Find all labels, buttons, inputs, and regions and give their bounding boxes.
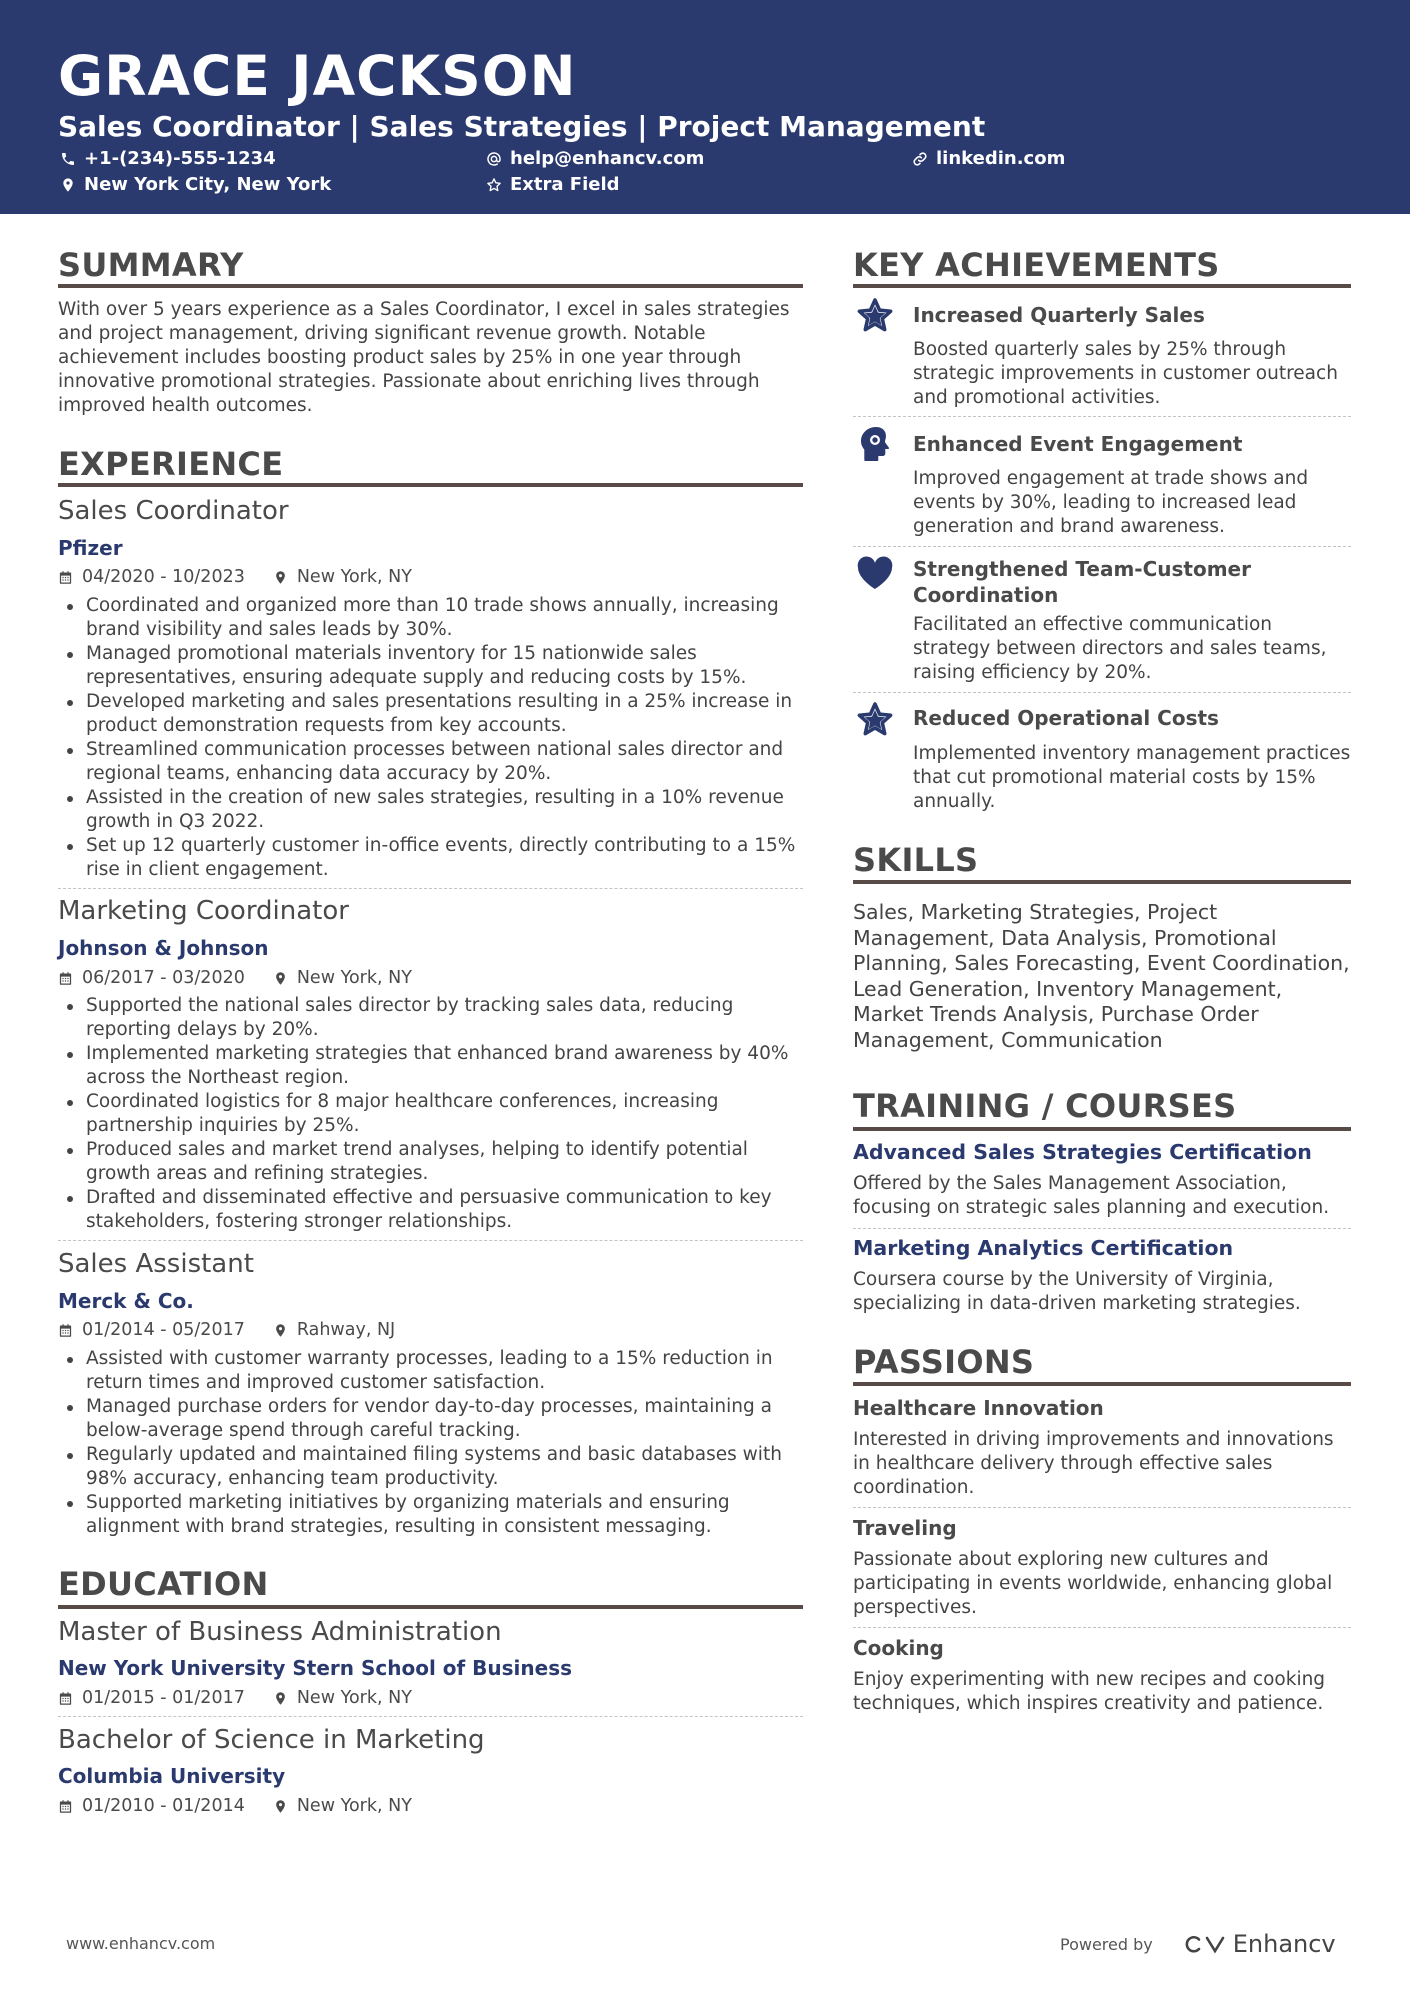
divider (853, 692, 1351, 693)
education-meta (58, 1688, 412, 1708)
location-pin-icon (273, 1799, 288, 1814)
job-meta (58, 567, 412, 587)
bullet-item: Managed purchase orders for vendor day-to-day processes, maintaining a below-average spend through careful tracking. (58, 1395, 803, 1443)
bullet-item: Implemented marketing strategies that enhanced brand awareness by 40% across the Northeast region. (58, 1042, 803, 1090)
passion-title: Healthcare Innovation (853, 1396, 1104, 1420)
calendar-icon (58, 570, 73, 585)
star-icon (855, 700, 895, 740)
contact-phone[interactable] (60, 148, 276, 169)
job-dates: 06/2017 - 03/2020 (82, 968, 245, 988)
bullet-item: Developed marketing and sales presentations resulting in a 25% increase in product demonstration requests from key accounts. (58, 690, 803, 738)
resume-header (0, 0, 1410, 214)
achievements-rule (853, 284, 1351, 288)
contact-extra (486, 174, 620, 195)
job-bullets (58, 994, 803, 1234)
heart-icon (855, 554, 895, 594)
job-role: Sales Assistant (58, 1249, 254, 1279)
job-bullets (58, 594, 803, 882)
star-outline-icon (486, 177, 502, 193)
divider (58, 1240, 803, 1241)
school-name: Columbia University (58, 1764, 286, 1788)
education-location: New York, NY (296, 1688, 412, 1708)
job-role: Sales Coordinator (58, 496, 289, 526)
bullet-item: Coordinated logistics for 8 major healthcare conferences, increasing partnership inquiries by 25%. (58, 1090, 803, 1138)
job-location: New York, NY (296, 968, 412, 988)
star-icon (855, 296, 895, 336)
summary-heading: SUMMARY (58, 246, 244, 284)
contact-location (60, 174, 331, 195)
divider (58, 1716, 803, 1717)
passion-text: Enjoy experimenting with new recipes and cooking techniques, which inspires creativity and patience. (853, 1669, 1326, 1714)
job-meta (58, 1320, 395, 1340)
bullet-item: Assisted in the creation of new sales strategies, resulting in a 10% revenue growth in Q3 2022. (58, 786, 803, 834)
passion-text: Passionate about exploring new cultures and participating in events worldwide, enhancing global perspectives. (853, 1549, 1333, 1618)
achievement-title: Strengthened Team-Customer Coordination (913, 557, 1251, 607)
experience-heading: EXPERIENCE (58, 445, 284, 483)
divider (853, 1228, 1351, 1229)
contact-website[interactable] (912, 148, 1065, 169)
achievements-heading: KEY ACHIEVEMENTS (853, 246, 1220, 284)
location-pin-icon (60, 177, 76, 193)
job-bullets (58, 1347, 803, 1539)
skills-heading: SKILLS (853, 841, 979, 879)
education-meta (58, 1796, 412, 1816)
job-role: Marketing Coordinator (58, 896, 349, 926)
email-text: help@enhancv.com (510, 148, 705, 169)
achievement-text: Implemented inventory management practices that cut promotional material costs by 15% annually. (913, 743, 1351, 812)
bullet-item: Supported marketing initiatives by organizing materials and ensuring alignment with brand strategies, resulting in consistent messaging. (58, 1491, 803, 1539)
divider (853, 1627, 1351, 1628)
footer-website[interactable]: www.enhancv.com (66, 1934, 216, 1953)
degree-title: Bachelor of Science in Marketing (58, 1725, 485, 1755)
phone-icon (60, 151, 76, 167)
job-location: Rahway, NJ (296, 1320, 396, 1340)
location-text: New York City, New York (84, 174, 332, 195)
skills-list: Sales, Marketing Strategies, Project Management, Data Analysis, Promotional Planning, Sales Forecasting, Event Coordination, Lead Generation, Inventory Management, Market Trends Analysis, Purchase Order Management, Communication (853, 900, 1350, 1052)
passions-heading: PASSIONS (853, 1343, 1035, 1381)
location-pin-icon (273, 570, 288, 585)
education-dates: 01/2010 - 01/2014 (82, 1796, 245, 1816)
education-rule (58, 1605, 803, 1609)
job-company: Johnson & Johnson (58, 936, 269, 960)
bullet-item: Streamlined communication processes between national sales director and regional teams, enhancing data accuracy by 20%. (58, 738, 803, 786)
divider (58, 888, 803, 889)
experience-rule (58, 483, 803, 487)
bullet-item: Regularly updated and maintained filing systems and basic databases with 98% accuracy, enhancing team productivity. (58, 1443, 803, 1491)
job-meta (58, 968, 412, 988)
location-pin-icon (273, 1691, 288, 1706)
passion-text: Interested in driving improvements and innovations in healthcare delivery through effective sales coordination. (853, 1429, 1334, 1498)
education-location: New York, NY (296, 1796, 412, 1816)
location-pin-icon (273, 1323, 288, 1338)
bullet-item: Supported the national sales director by tracking sales data, reducing reporting delays by 20%. (58, 994, 803, 1042)
phone-text: +1-(234)-555-1234 (84, 148, 276, 169)
bullet-item: Drafted and disseminated effective and persuasive communication to key stakeholders, fostering stronger relationships. (58, 1186, 803, 1234)
passion-title: Traveling (853, 1516, 957, 1540)
calendar-icon (58, 971, 73, 986)
extra-text: Extra Field (510, 174, 620, 195)
course-title: Advanced Sales Strategies Certification (853, 1140, 1312, 1164)
bullet-item: Produced sales and market trend analyses, helping to identify potential growth areas and refining strategies. (58, 1138, 803, 1186)
achievement-text: Boosted quarterly sales by 25% through strategic improvements in customer outreach and promotional activities. (913, 339, 1338, 408)
training-rule (853, 1127, 1351, 1131)
achievement-title: Increased Quarterly Sales (913, 303, 1205, 327)
at-icon (486, 151, 502, 167)
course-text: Offered by the Sales Management Association, focusing on strategic sales planning and execution. (853, 1173, 1330, 1218)
divider (853, 416, 1351, 417)
location-pin-icon (273, 971, 288, 986)
skills-rule (853, 880, 1351, 884)
job-company: Pfizer (58, 536, 123, 560)
summary-rule (58, 284, 803, 288)
bullet-item: Managed promotional materials inventory for 15 nationwide sales representatives, ensuring adequate supply and reducing costs by 15%. (58, 642, 803, 690)
link-icon (912, 151, 928, 167)
course-text: Coursera course by the University of Virginia, specializing in data-driven marketing strategies. (853, 1269, 1301, 1314)
calendar-icon (58, 1691, 73, 1706)
bullet-item: Set up 12 quarterly customer in-office events, directly contributing to a 15% rise in client engagement. (58, 834, 803, 882)
divider (853, 546, 1351, 547)
brand-name: Enhancv (1232, 1930, 1336, 1958)
brand-logo[interactable] (1179, 1930, 1336, 1958)
achievement-title: Reduced Operational Costs (913, 706, 1219, 730)
degree-title: Master of Business Administration (58, 1617, 502, 1647)
contact-email[interactable] (486, 148, 704, 169)
school-name: New York University Stern School of Business (58, 1656, 573, 1680)
candidate-headline: Sales Coordinator | Sales Strategies | Project Management (58, 110, 986, 143)
passions-rule (853, 1382, 1351, 1386)
course-title: Marketing Analytics Certification (853, 1236, 1234, 1260)
summary-text: With over 5 years experience as a Sales Coordinator, I excel in sales strategies and project management, driving significant revenue growth. Notable achievement includes boosting product sales by 25% in one year through innovative promotional strategies. Passionate about enriching lives through improved health outcomes. (58, 299, 790, 416)
job-company: Merck & Co. (58, 1289, 194, 1313)
education-dates: 01/2015 - 01/2017 (82, 1688, 245, 1708)
website-text: linkedin.com (936, 148, 1066, 169)
enhancv-logo-icon (1179, 1932, 1227, 1956)
candidate-name: GRACE JACKSON (58, 44, 577, 108)
achievement-text: Improved engagement at trade shows and events by 30%, leading to increased lead generation and brand awareness. (913, 468, 1309, 537)
passion-title: Cooking (853, 1636, 944, 1660)
education-heading: EDUCATION (58, 1565, 269, 1603)
training-heading: TRAINING / COURSES (853, 1087, 1237, 1125)
achievement-title: Enhanced Event Engagement (913, 432, 1243, 456)
bullet-item: Coordinated and organized more than 10 trade shows annually, increasing brand visibility and sales leads by 30%. (58, 594, 803, 642)
calendar-icon (58, 1799, 73, 1814)
head-icon (855, 424, 895, 464)
job-dates: 01/2014 - 05/2017 (82, 1320, 245, 1340)
divider (853, 1507, 1351, 1508)
job-location: New York, NY (296, 567, 412, 587)
job-dates: 04/2020 - 10/2023 (82, 567, 245, 587)
achievement-text: Facilitated an effective communication strategy between directors and sales teams, raising efficiency by 20%. (913, 614, 1327, 683)
footer-powered (1060, 1930, 1336, 1958)
calendar-icon (58, 1323, 73, 1338)
powered-by-text: Powered by (1060, 1934, 1153, 1954)
bullet-item: Assisted with customer warranty processes, leading to a 15% reduction in return times and improved customer satisfaction. (58, 1347, 803, 1395)
